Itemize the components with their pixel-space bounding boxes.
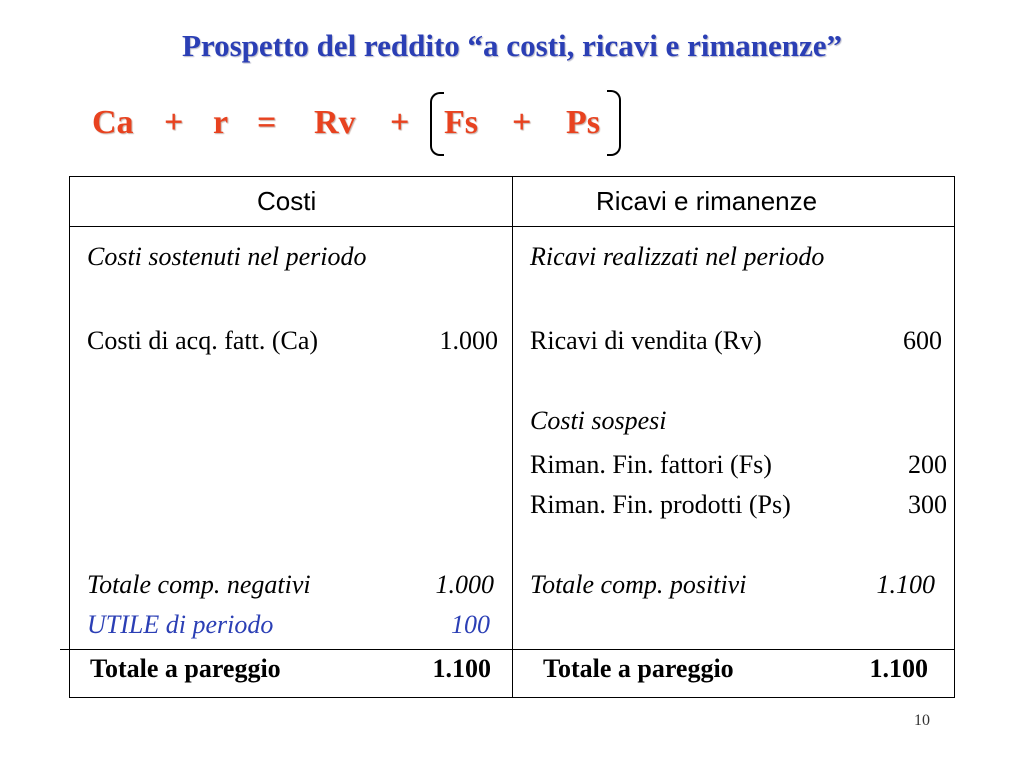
formula-plus: + bbox=[512, 104, 532, 141]
column-divider bbox=[512, 176, 513, 698]
suspended-row-value: 300 bbox=[908, 490, 947, 519]
cost-row-label: Costi di acq. fatt. (Ca) bbox=[87, 326, 319, 355]
formula-fs: Fs bbox=[444, 104, 478, 141]
header-costi: Costi bbox=[257, 186, 317, 216]
cost-row-value: 1.000 bbox=[439, 326, 498, 355]
left-balance-value: 1.100 bbox=[432, 654, 491, 683]
revenue-row-label: Ricavi di vendita (Rv) bbox=[530, 326, 762, 355]
profit-value: 100 bbox=[451, 610, 490, 639]
formula-ca: Ca bbox=[92, 104, 134, 141]
revenue-row-value: 600 bbox=[903, 326, 942, 355]
right-section-title: Ricavi realizzati nel periodo bbox=[530, 242, 825, 271]
left-section-title: Costi sostenuti nel periodo bbox=[87, 242, 367, 271]
total-positive-label: Totale comp. positivi bbox=[530, 570, 747, 599]
header-divider bbox=[69, 226, 955, 227]
suspended-title: Costi sospesi bbox=[530, 406, 667, 435]
suspended-row-value: 200 bbox=[908, 450, 947, 479]
formula-ps: Ps bbox=[566, 104, 600, 141]
profit-label: UTILE di periodo bbox=[87, 610, 274, 639]
page-number: 10 bbox=[914, 712, 930, 729]
right-balance-value: 1.100 bbox=[869, 654, 928, 683]
left-balance-label: Totale a pareggio bbox=[90, 654, 281, 683]
formula-rv: Rv bbox=[314, 104, 356, 141]
formula-equals: = bbox=[257, 104, 277, 141]
total-negative-value: 1.000 bbox=[435, 570, 494, 599]
slide-title: Prospetto del reddito “a costi, ricavi e rimanenze” bbox=[181, 28, 843, 63]
total-divider bbox=[60, 649, 955, 650]
total-positive-value: 1.100 bbox=[876, 570, 935, 599]
formula-plus: + bbox=[164, 104, 184, 141]
total-negative-label: Totale comp. negativi bbox=[87, 570, 311, 599]
formula-r: r bbox=[213, 104, 229, 141]
suspended-row-label: Riman. Fin. fattori (Fs) bbox=[530, 450, 772, 479]
right-balance-label: Totale a pareggio bbox=[543, 654, 734, 683]
right-parenthesis bbox=[607, 90, 621, 156]
formula-plus: + bbox=[390, 104, 410, 141]
left-parenthesis bbox=[430, 92, 444, 156]
header-ricavi: Ricavi e rimanenze bbox=[596, 186, 818, 216]
suspended-row-label: Riman. Fin. prodotti (Ps) bbox=[530, 490, 791, 519]
